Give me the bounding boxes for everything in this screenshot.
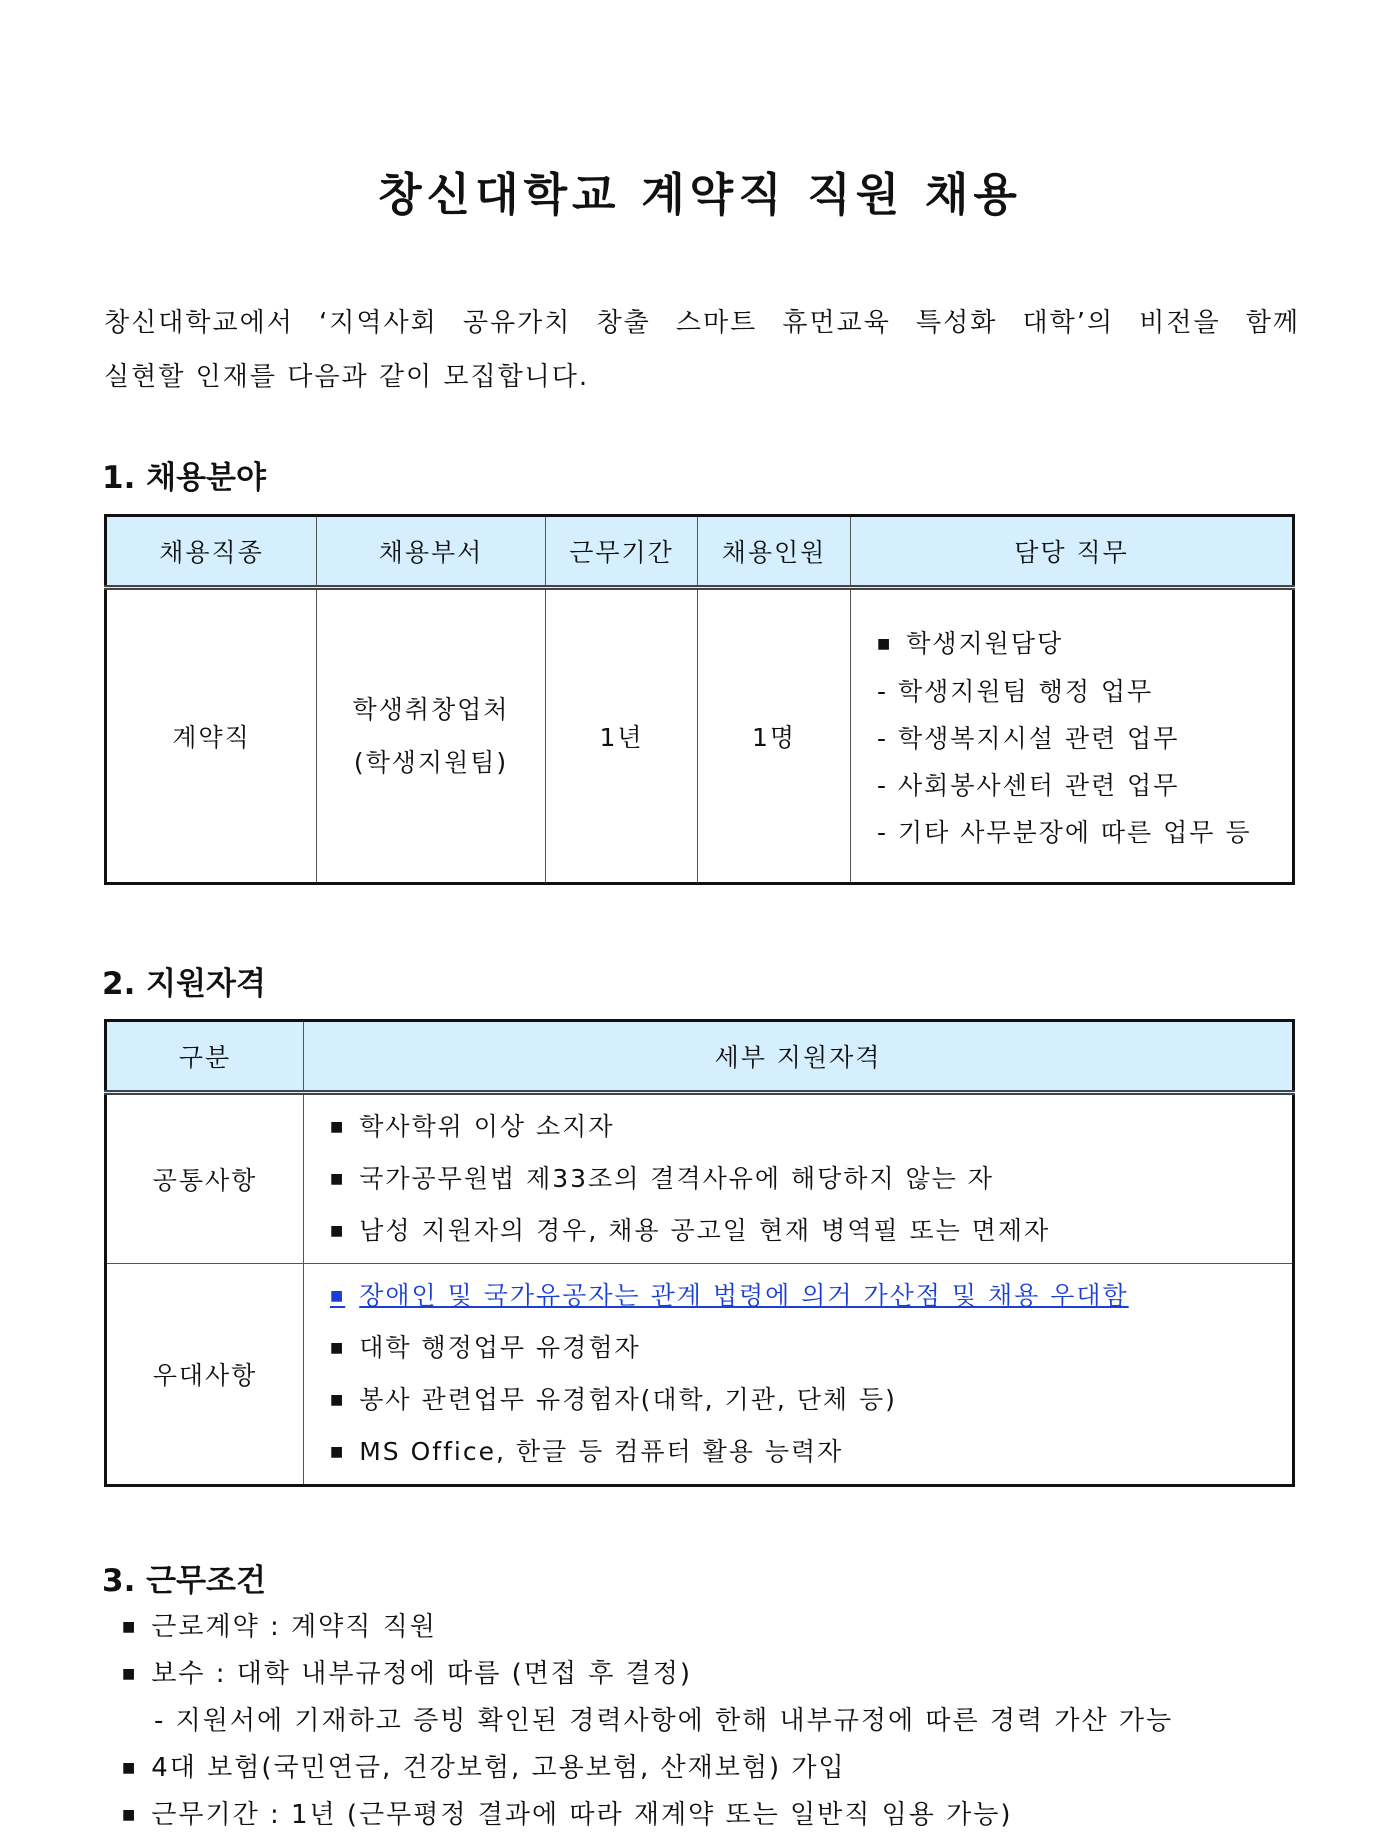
list-item: - 학생복지시설 관련 업무 <box>877 724 1180 753</box>
list-item: - 기타 사무분장에 따른 업무 등 <box>877 818 1252 847</box>
cell-common-label: 공통사항 <box>106 1093 304 1264</box>
recruit-field-table <box>104 514 1295 885</box>
square-bullet-icon: ■ <box>330 1223 346 1239</box>
square-bullet-icon: ■ <box>122 1760 138 1776</box>
list-item: ■ 보수 : 대학 내부규정에 따름 (면접 후 결정) <box>122 1659 692 1689</box>
cell-job-type: 계약직 <box>106 588 317 884</box>
list-item: ■ 남성 지원자의 경우, 채용 공고일 현재 병역필 또는 면제자 <box>330 1216 1051 1245</box>
square-bullet-icon: ■ <box>122 1807 138 1823</box>
table-row <box>106 1093 1294 1264</box>
list-item: ■ 대학 행정업무 유경험자 <box>330 1333 641 1362</box>
list-item: ■ 봉사 관련업무 유경험자(대학, 기관, 단체 등) <box>330 1385 897 1414</box>
list-item: ■ MS Office, 한글 등 컴퓨터 활용 능력자 <box>330 1437 844 1466</box>
department-line-2: (학생지원팀) <box>353 748 509 777</box>
square-bullet-icon: ■ <box>330 1171 346 1187</box>
list-item: - 학생지원팀 행정 업무 <box>877 677 1154 706</box>
square-bullet-icon: ■ <box>330 1340 346 1356</box>
list-sub-item: - 지원서에 기재하고 증빙 확인된 경력사항에 한해 내부규정에 따른 경력 가산 가능 <box>154 1706 1174 1736</box>
cell-period: 1년 <box>546 588 698 884</box>
list-item: ■ 근무기간 : 1년 (근무평정 결과에 따라 재계약 또는 일반직 임용 가능) <box>122 1800 1013 1830</box>
work-conditions-list <box>122 1604 1322 1839</box>
page-title: 창신대학교 계약직 직원 채용 <box>378 168 1022 221</box>
cell-preference-items <box>304 1264 1294 1486</box>
square-bullet-icon: ■ <box>330 1119 346 1135</box>
table-row <box>106 1264 1294 1486</box>
qualifications-table <box>104 1019 1295 1487</box>
square-bullet-icon: ■ <box>330 1444 346 1460</box>
intro-paragraph <box>104 296 1300 404</box>
square-bullet-icon: ■ <box>330 1392 346 1408</box>
list-item: ■ 국가공무원법 제33조의 결격사유에 해당하지 않는 자 <box>330 1164 994 1193</box>
section-heading-recruit-field: 1. 채용분야 <box>102 460 266 496</box>
table-row <box>106 588 1294 884</box>
list-item: ■ 학사학위 이상 소지자 <box>330 1112 615 1141</box>
list-item: ■ 근로계약 : 계약직 직원 <box>122 1612 437 1642</box>
header-details: 세부 지원자격 <box>304 1021 1294 1093</box>
cell-preference-label: 우대사항 <box>106 1264 304 1486</box>
duty-title: ■ 학생지원담당 <box>877 629 1064 658</box>
section-heading-work-conditions: 3. 근무조건 <box>102 1563 266 1599</box>
cell-department <box>317 588 546 884</box>
table-header-row <box>106 516 1294 588</box>
header-headcount: 채용인원 <box>698 516 851 588</box>
square-bullet-icon: ■ <box>877 636 893 652</box>
list-item: ■ 4대 보험(국민연금, 건강보험, 고용보험, 산재보험) 가입 <box>122 1753 846 1783</box>
header-duty: 담당 직무 <box>851 516 1294 588</box>
square-bullet-icon: ■ <box>122 1619 138 1635</box>
list-item: - 사회봉사센터 관련 업무 <box>877 771 1180 800</box>
department-line-1: 학생취창업처 <box>352 695 510 724</box>
square-bullet-icon: ■ <box>122 1666 138 1682</box>
table-header-row <box>106 1021 1294 1093</box>
header-category: 구분 <box>106 1021 304 1093</box>
cell-duties <box>851 588 1294 884</box>
header-job-type: 채용직종 <box>106 516 317 588</box>
section-heading-qualifications: 2. 지원자격 <box>102 966 266 1002</box>
intro-line-2: 실현할 인재를 다음과 같이 모집합니다. <box>104 362 590 392</box>
cell-headcount: 1명 <box>698 588 851 884</box>
preference-link[interactable]: ■ 장애인 및 국가유공자는 관계 법령에 의거 가산점 및 채용 우대함 <box>330 1281 1129 1310</box>
intro-line-1: 창신대학교에서 ‘지역사회 공유가치 창출 스마트 휴먼교육 특성화 대학’의 비전을 함께 <box>104 308 1300 338</box>
header-period: 근무기간 <box>546 516 698 588</box>
header-department: 채용부서 <box>317 516 546 588</box>
cell-common-items <box>304 1093 1294 1264</box>
square-bullet-icon: ■ <box>330 1288 346 1304</box>
